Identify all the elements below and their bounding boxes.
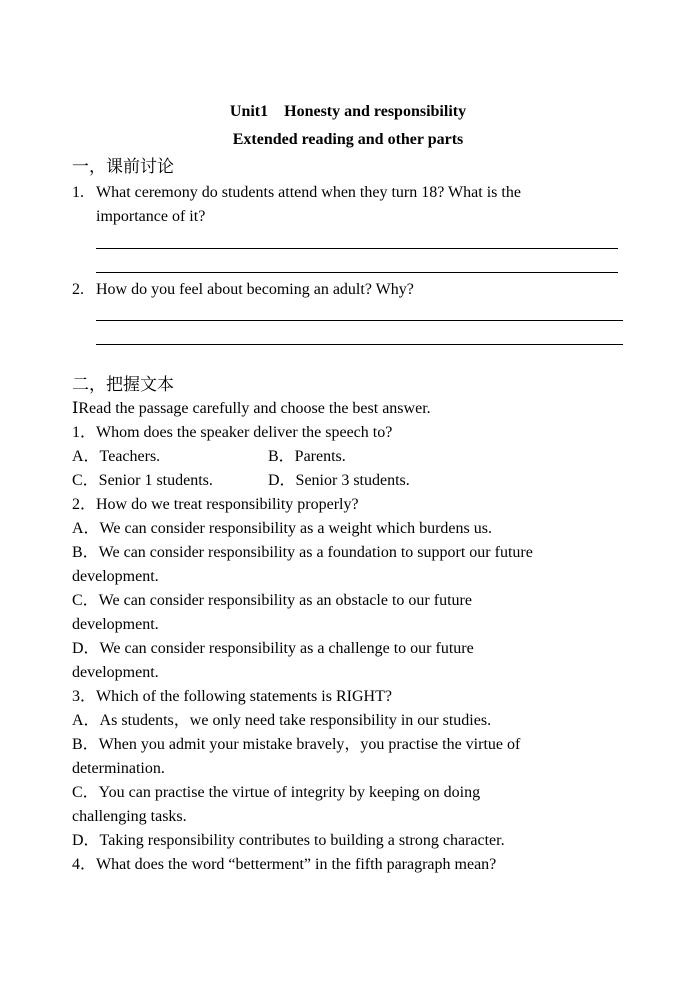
question-2-stem: 2．How do we treat responsibility properly? bbox=[72, 496, 359, 513]
question-3-option-c-line1: C．You can practise the virtue of integrity by keeping on doing bbox=[72, 784, 481, 801]
question-2-option-c-line1: C．We can consider responsibility as an obstacle to our future bbox=[72, 592, 472, 609]
answer-line[interactable] bbox=[96, 248, 618, 249]
discussion-q2-number: 2. bbox=[72, 281, 84, 298]
reading-instruction: ⅠRead the passage carefully and choose the best answer. bbox=[72, 400, 431, 417]
answer-line[interactable] bbox=[96, 344, 623, 345]
discussion-q1-line2: importance of it? bbox=[96, 208, 206, 225]
pre-class-discussion-heading: 一，课前讨论 bbox=[72, 157, 174, 176]
question-3-stem: 3．Which of the following statements is RIGHT? bbox=[72, 688, 392, 705]
question-2-option-c-line2: development. bbox=[72, 616, 159, 633]
discussion-q1-line1: What ceremony do students attend when they turn 18? What is the bbox=[96, 184, 521, 201]
answer-line[interactable] bbox=[96, 272, 618, 273]
unit-title: Unit1 Honesty and responsibility bbox=[229, 103, 467, 120]
text-comprehension-heading: 二，把握文本 bbox=[72, 375, 174, 394]
question-1-option-d: D．Senior 3 students. bbox=[268, 472, 410, 489]
question-3-option-b-line1: B．When you admit your mistake bravely，you practise the virtue of bbox=[72, 736, 521, 753]
answer-line[interactable] bbox=[96, 320, 623, 321]
section-subtitle: Extended reading and other parts bbox=[232, 131, 464, 148]
question-1-stem: 1．Whom does the speaker deliver the speech to? bbox=[72, 424, 393, 441]
question-2-option-b-line2: development. bbox=[72, 568, 159, 585]
question-3-option-b-line2: determination. bbox=[72, 760, 165, 777]
question-3-option-d: D．Taking responsibility contributes to building a strong character. bbox=[72, 832, 505, 849]
discussion-q2-text: How do you feel about becoming an adult? Why? bbox=[96, 281, 414, 298]
question-4-stem: 4．What does the word “betterment” in the fifth paragraph mean? bbox=[72, 856, 497, 873]
question-2-option-d-line2: development. bbox=[72, 664, 159, 681]
question-1-option-c: C．Senior 1 students. bbox=[72, 472, 213, 489]
question-2-option-b-line1: B．We can consider responsibility as a foundation to support our future bbox=[72, 544, 533, 561]
question-1-option-b: B．Parents. bbox=[268, 448, 346, 465]
question-1-option-a: A．Teachers. bbox=[72, 448, 161, 465]
question-2-option-a: A．We can consider responsibility as a weight which burdens us. bbox=[72, 520, 492, 537]
question-3-option-c-line2: challenging tasks. bbox=[72, 808, 187, 825]
question-2-option-d-line1: D．We can consider responsibility as a challenge to our future bbox=[72, 640, 474, 657]
discussion-q1-number: 1. bbox=[72, 184, 84, 201]
question-3-option-a: A．As students，we only need take responsibility in our studies. bbox=[72, 712, 492, 729]
